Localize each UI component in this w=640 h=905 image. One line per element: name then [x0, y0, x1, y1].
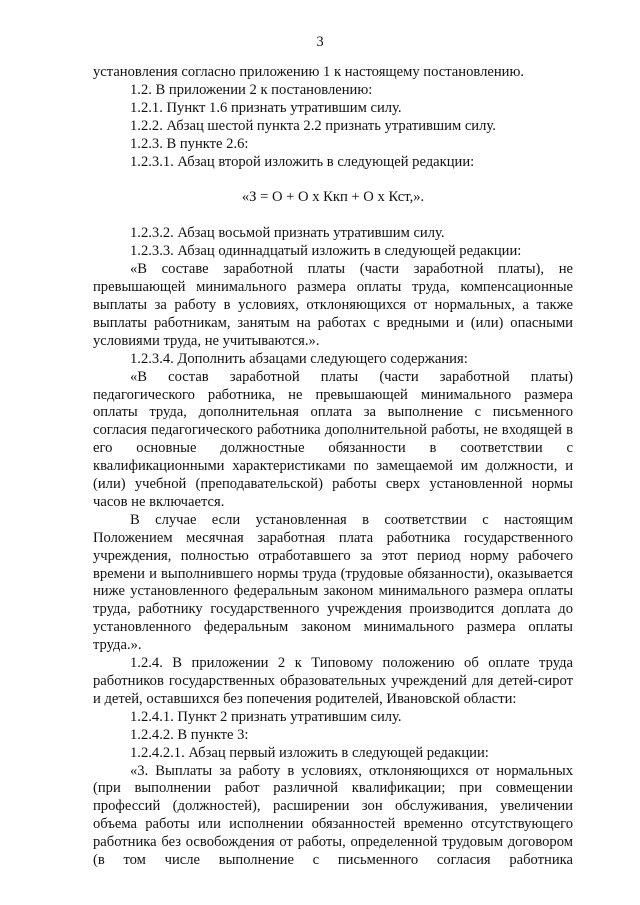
paragraph: 1.2.4. В приложении 2 к Типовому положению об оплате труда работников государственных образовательных учреждений для детей-сирот и детей, оставшихся без попечения родителей, Ивановской области:: [93, 655, 573, 707]
formula: «З = О + О х Ккп + О х Кст,».: [241, 189, 425, 206]
document-body: [93, 64, 573, 870]
paragraph: 1.2.3.2. Абзац восьмой признать утратившим силу.: [130, 225, 445, 242]
paragraph: 1.2.3.1. Абзац второй изложить в следующей редакции:: [130, 153, 475, 170]
paragraph: 1.2.1. Пункт 1.6 признать утратившим силу.: [130, 99, 402, 116]
paragraph: 1.2.4.2.1. Абзац первый изложить в следующей редакции:: [130, 744, 489, 761]
quoted-paragraph: «В состав заработной платы (части заработной платы) педагогического работника, не превышающей минимального размера оплаты труда, дополнительная оплата за выполнение с письменного согласия педагогического работника дополнительной работы, не входящей в его основные должностные обязанности в соответствии с квалификационными характеристиками по замещаемой им должности, и (или) учебной (преподавательской) работы сверх установленной нормы часов не включается.: [93, 368, 573, 510]
paragraph: установления согласно приложению 1 к настоящему постановлению.: [93, 64, 525, 80]
quoted-paragraph: В случае если установленная в соответствии с настоящим Положением месячная заработная плата работника государственного учреждения, полностью отработавшего за этот период норму рабочего времени и выполнившего нормы труда (трудовые обязанности), оказывается ниже установленного федеральным законом минимального размера оплаты труда, работнику государственного учреждения производится доплата до установленного федеральным законом минимального размера оплаты труда.».: [93, 511, 573, 654]
quoted-paragraph: «3. Выплаты за работу в условиях, отклоняющихся от нормальных (при выполнении работ различной квалификации; при совмещении профессий (должностей), расширении зон обслуживания, увеличении объема работы или исполнении обязанностей временно отсутствующего работника без освобождения от работы, определенной трудовым договором (в том числе выполнение с письменного согласия работника: [93, 762, 573, 869]
page-number: 3: [316, 34, 324, 50]
paragraph: 1.2.4.1. Пункт 2 признать утратившим силу.: [130, 708, 402, 725]
quoted-paragraph: «В составе заработной платы (части заработной платы), не превышающей минимального размера оплаты труда, компенсационные выплаты за работу в условиях, отклоняющихся от нормальных, а также выплаты работникам, занятым на работах с вредными и (или) опасными условиями труда, не учитываются.».: [93, 261, 573, 349]
paragraph: 1.2. В приложении 2 к постановлению:: [130, 81, 373, 98]
paragraph: 1.2.2. Абзац шестой пункта 2.2 признать утратившим силу.: [130, 117, 496, 134]
paragraph: 1.2.3.4. Дополнить абзацами следующего содержания:: [130, 350, 468, 367]
paragraph: 1.2.3. В пункте 2.6:: [130, 135, 249, 152]
paragraph: 1.2.4.2. В пункте 3:: [130, 726, 249, 743]
paragraph: 1.2.3.3. Абзац одиннадцатый изложить в следующей редакции:: [130, 243, 522, 260]
